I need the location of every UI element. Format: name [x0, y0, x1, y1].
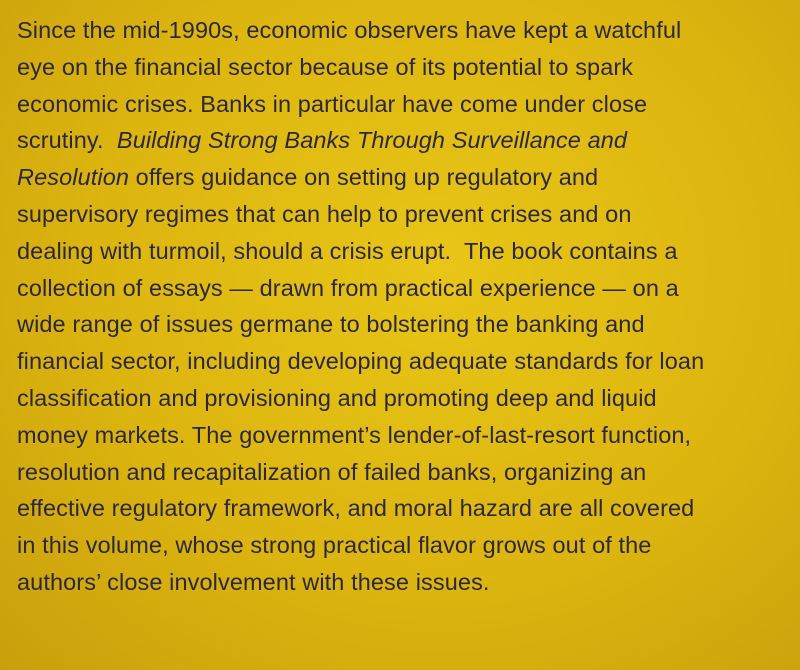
- blurb-line: collection of essays — drawn from practical experience — on a: [17, 274, 679, 301]
- blurb-line: authors’ close involvement with these issues.: [17, 568, 490, 595]
- blurb-line: dealing with turmoil, should a crisis erupt. The book contains a: [17, 237, 678, 264]
- blurb-line: supervisory regimes that can help to prevent crises and on: [17, 200, 632, 227]
- blurb-line: financial sector, including developing adequate standards for loan: [17, 348, 705, 375]
- book-title-italic: Resolution: [17, 164, 130, 191]
- blurb-line: Resolution offers guidance on setting up regulatory and: [17, 164, 599, 191]
- blurb-line: resolution and recapitalization of failed banks, organizing an: [17, 458, 647, 485]
- blurb-line: economic crises. Banks in particular have come under close: [17, 90, 648, 117]
- blurb-line: scrutiny. Building Strong Banks Through Surveillance and: [17, 127, 628, 154]
- blurb-line: in this volume, whose strong practical flavor grows out of the: [17, 532, 652, 559]
- blurb-line: Since the mid-1990s, economic observers have kept a watchful: [17, 17, 682, 43]
- blurb-line: wide range of issues germane to bolstering the banking and: [17, 311, 645, 338]
- blurb-line: eye on the financial sector because of its potential to spark: [17, 53, 634, 80]
- blurb-line: classification and provisioning and promoting deep and liquid: [17, 384, 657, 411]
- blurb-line: money markets. The government’s lender-of-last-resort function,: [17, 421, 692, 448]
- blurb-line: effective regulatory framework, and moral hazard are all covered: [17, 495, 695, 522]
- cover-blurb: [17, 12, 797, 601]
- book-title-italic: Building Strong Banks Through Surveillance and: [116, 127, 628, 154]
